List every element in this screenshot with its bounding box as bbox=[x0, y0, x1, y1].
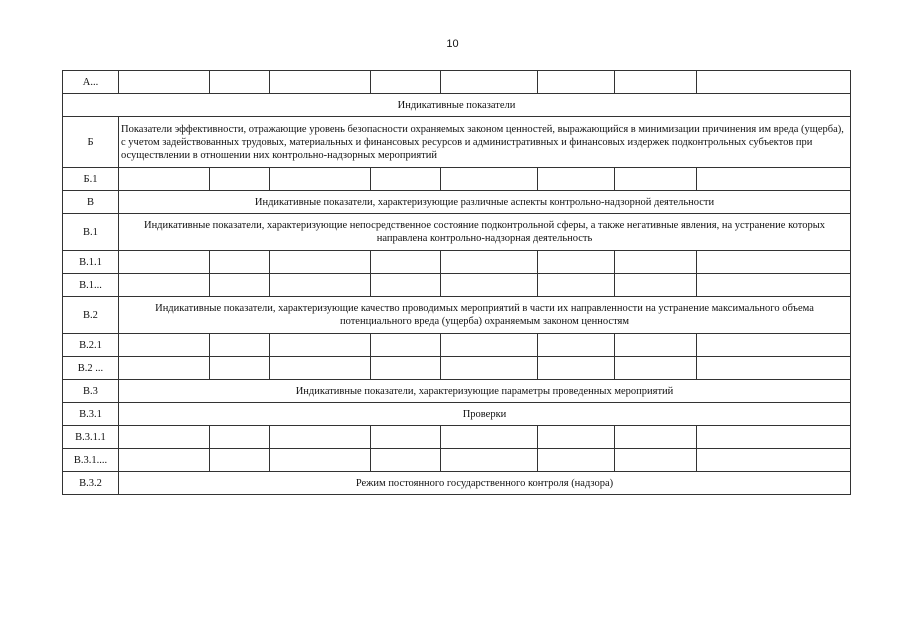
empty-cell bbox=[441, 251, 538, 274]
row-description: Индикативные показатели, характеризующие различные аспекты контрольно-надзорной деятельности bbox=[119, 191, 851, 214]
table-row bbox=[63, 214, 851, 251]
table-row bbox=[63, 297, 851, 334]
empty-cell bbox=[270, 449, 371, 472]
table-row bbox=[63, 168, 851, 191]
empty-cell bbox=[538, 357, 615, 380]
empty-cell bbox=[119, 71, 210, 94]
empty-cell bbox=[615, 357, 697, 380]
empty-cell bbox=[538, 334, 615, 357]
empty-cell bbox=[441, 168, 538, 191]
table-row bbox=[63, 449, 851, 472]
empty-cell bbox=[270, 357, 371, 380]
empty-cell bbox=[615, 334, 697, 357]
empty-cell bbox=[270, 426, 371, 449]
empty-cell bbox=[371, 449, 441, 472]
table-row bbox=[63, 403, 851, 426]
empty-cell bbox=[697, 357, 851, 380]
empty-cell bbox=[615, 426, 697, 449]
table-row bbox=[63, 117, 851, 168]
empty-cell bbox=[441, 334, 538, 357]
empty-cell bbox=[210, 334, 270, 357]
empty-cell bbox=[441, 71, 538, 94]
empty-cell bbox=[371, 426, 441, 449]
page-number: 10 bbox=[446, 38, 459, 50]
row-code: В.1 bbox=[63, 214, 119, 251]
empty-cell bbox=[210, 426, 270, 449]
empty-cell bbox=[119, 251, 210, 274]
empty-cell bbox=[615, 168, 697, 191]
empty-cell bbox=[441, 449, 538, 472]
empty-cell bbox=[441, 357, 538, 380]
table-row bbox=[63, 71, 851, 94]
empty-cell bbox=[210, 274, 270, 297]
row-description: Показатели эффективности, отражающие уровень безопасности охраняемых законом ценностей, выражающийся в минимизации причинения им вреда (ущерба), с учетом задействованных трудовых, материальных и финансовых ресурсов и административных и финансовых издержек подконтрольных субъектов при осуществлении в отношении них контрольно-надзорных мероприятий bbox=[119, 117, 851, 168]
row-code: В.2.1 bbox=[63, 334, 119, 357]
empty-cell bbox=[371, 251, 441, 274]
empty-cell bbox=[371, 334, 441, 357]
empty-cell bbox=[538, 449, 615, 472]
row-code: Б.1 bbox=[63, 168, 119, 191]
empty-cell bbox=[441, 274, 538, 297]
table-row bbox=[63, 251, 851, 274]
table-row bbox=[63, 472, 851, 495]
empty-cell bbox=[371, 357, 441, 380]
empty-cell bbox=[210, 168, 270, 191]
empty-cell bbox=[697, 168, 851, 191]
empty-cell bbox=[270, 71, 371, 94]
indicators-table bbox=[62, 70, 851, 495]
empty-cell bbox=[210, 449, 270, 472]
row-code: В bbox=[63, 191, 119, 214]
row-code: В.2 ... bbox=[63, 357, 119, 380]
empty-cell bbox=[697, 334, 851, 357]
empty-cell bbox=[697, 251, 851, 274]
row-code: А... bbox=[63, 71, 119, 94]
table-row bbox=[63, 380, 851, 403]
empty-cell bbox=[270, 334, 371, 357]
empty-cell bbox=[615, 251, 697, 274]
row-code: Б bbox=[63, 117, 119, 168]
empty-cell bbox=[697, 71, 851, 94]
empty-cell bbox=[615, 71, 697, 94]
row-code: В.3 bbox=[63, 380, 119, 403]
empty-cell bbox=[119, 334, 210, 357]
empty-cell bbox=[538, 274, 615, 297]
empty-cell bbox=[371, 274, 441, 297]
empty-cell bbox=[270, 168, 371, 191]
row-code: В.3.2 bbox=[63, 472, 119, 495]
empty-cell bbox=[441, 426, 538, 449]
empty-cell bbox=[371, 71, 441, 94]
row-description: Проверки bbox=[119, 403, 851, 426]
empty-cell bbox=[119, 274, 210, 297]
empty-cell bbox=[119, 168, 210, 191]
table-row bbox=[63, 274, 851, 297]
empty-cell bbox=[615, 274, 697, 297]
empty-cell bbox=[538, 71, 615, 94]
row-description: Режим постоянного государственного контроля (надзора) bbox=[119, 472, 851, 495]
empty-cell bbox=[697, 426, 851, 449]
table-row bbox=[63, 94, 851, 117]
row-code: В.1.1 bbox=[63, 251, 119, 274]
table-row bbox=[63, 191, 851, 214]
row-code: В.3.1 bbox=[63, 403, 119, 426]
table-row bbox=[63, 334, 851, 357]
empty-cell bbox=[538, 251, 615, 274]
row-code: В.1... bbox=[63, 274, 119, 297]
empty-cell bbox=[210, 251, 270, 274]
empty-cell bbox=[270, 274, 371, 297]
row-description: Индикативные показатели, характеризующие качество проводимых мероприятий в части их направленности на устранение максимального объема потенциального вреда (ущерба) охраняемым законом ценностям bbox=[119, 297, 851, 334]
row-description: Индикативные показатели, характеризующие непосредственное состояние подконтрольной сферы, а также негативные явления, на устранение которых направлена контрольно-надзорная деятельность bbox=[119, 214, 851, 251]
empty-cell bbox=[538, 168, 615, 191]
empty-cell bbox=[615, 449, 697, 472]
empty-cell bbox=[119, 357, 210, 380]
empty-cell bbox=[697, 449, 851, 472]
table-row bbox=[63, 426, 851, 449]
row-code: В.3.1.1 bbox=[63, 426, 119, 449]
table-row bbox=[63, 357, 851, 380]
section-heading: Индикативные показатели bbox=[63, 94, 851, 117]
empty-cell bbox=[371, 168, 441, 191]
empty-cell bbox=[697, 274, 851, 297]
empty-cell bbox=[538, 426, 615, 449]
row-description: Индикативные показатели, характеризующие параметры проведенных мероприятий bbox=[119, 380, 851, 403]
row-code: В.3.1.... bbox=[63, 449, 119, 472]
empty-cell bbox=[119, 426, 210, 449]
empty-cell bbox=[210, 357, 270, 380]
empty-cell bbox=[270, 251, 371, 274]
empty-cell bbox=[210, 71, 270, 94]
empty-cell bbox=[119, 449, 210, 472]
row-code: В.2 bbox=[63, 297, 119, 334]
